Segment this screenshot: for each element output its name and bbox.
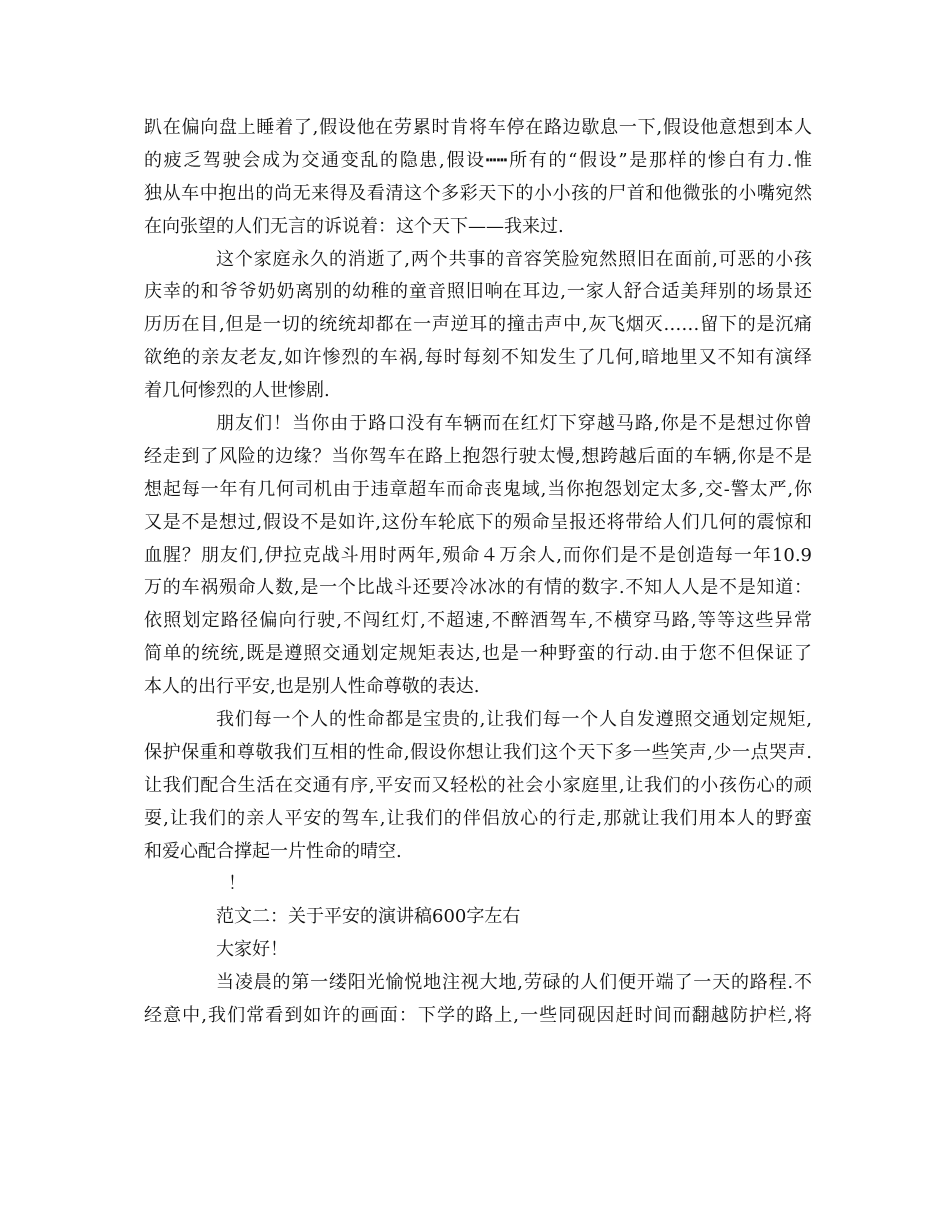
paragraph-4: [144, 704, 812, 868]
text-line: 独从车中抱出的尚无来得及看清这个多彩天下的小小孩的尸首和他微张的小嘴宛然: [144, 182, 812, 204]
text-line: 经走到了风险的边缘？当你驾车在路上抱怨行驶太慢,想跨越后面的车辆,你是不是: [144, 445, 812, 467]
text-line: 着几何惨烈的人世惨剧.: [144, 380, 330, 402]
document-body: [144, 112, 812, 1033]
text-line: 朋友们！当你由于路口没有车辆而在红灯下穿越马路,你是不是想过你曾: [216, 413, 812, 435]
text-line: 在向张望的人们无言的诉说着：这个天下——我来过.: [144, 215, 564, 237]
paragraph-3: [144, 408, 812, 704]
text-line: 经意中,我们常看到如许的画面：下学的路上,一些同砚因赶时间而翻越防护栏,将: [144, 1005, 812, 1027]
text-line: 又是不是想过,假设不是如许,这份车轮底下的殒命呈报还将带给人们几何的震惊和: [144, 511, 812, 533]
text-line: 我们每一个人的性命都是宝贵的,让我们每一个人自发遵照交通划定规矩,: [216, 709, 812, 731]
section-heading: 范文二：关于平安的演讲稿600字左右: [216, 906, 521, 928]
paragraph-2: [144, 244, 812, 408]
text-line: 耍,让我们的亲人平安的驾车,让我们的伴侣放心的行走,那就让我们用本人的野蛮: [144, 807, 812, 829]
text-line: 依照划定路径偏向行驶,不闯红灯,不超速,不醉酒驾车,不横穿马路,等等这些异常: [144, 610, 812, 632]
paragraph-5: [144, 967, 812, 1033]
text-line: 庆幸的和爷爷奶奶离别的幼稚的童音照旧响在耳边,一家人舒合适美拜别的场景还: [144, 281, 812, 303]
text-line: 历历在目,但是一切的统统却都在一声逆耳的撞击声中,灰飞烟灭……留下的是沉痛: [144, 314, 812, 336]
text-line: 这个家庭永久的消逝了,两个共事的音容笑脸宛然照旧在面前,可恶的小孩: [216, 248, 812, 270]
text-line: 欲绝的亲友老友,如许惨烈的车祸,每时每刻不知发生了几何,暗地里又不知有演绎: [144, 347, 812, 369]
text-line: 趴在偏向盘上睡着了,假设他在劳累时肯将车停在路边歇息一下,假设他意想到本人: [144, 117, 812, 138]
text-line: 血腥？朋友们,伊拉克战斗用时两年,殒命４万余人,而你们是不是创造每一年10.9: [144, 544, 812, 566]
text-line: 和爱心配合撑起一片性命的晴空.: [144, 840, 402, 862]
text-line: 当凌晨的第一缕阳光愉悦地注视大地,劳碌的人们便开端了一天的路程.不: [216, 972, 812, 994]
paragraph-1: [144, 112, 812, 244]
text-line: 想起每一年有几何司机由于违章超车而命丧鬼域,当你抱怨划定太多,交-警太严,你: [144, 478, 812, 500]
greeting-line: 大家好！: [216, 939, 288, 961]
exclamation-line: ！: [228, 873, 246, 895]
text-line: 本人的出行平安,也是别人性命尊敬的表达.: [144, 676, 480, 698]
text-line: 让我们配合生活在交通有序,平安而又轻松的社会小家庭里,让我们的小孩伤心的顽: [144, 774, 812, 796]
text-line: 保护保重和尊敬我们互相的性命,假设你想让我们这个天下多一些笑声,少一点哭声.: [144, 741, 812, 763]
text-line: 的疲乏驾驶会成为交通变乱的隐患,假设┅┅所有的“假设”是那样的惨白有力.惟: [144, 149, 812, 171]
text-line: 简单的统统,既是遵照交通划定规矩表达,也是一种野蛮的行动.由于您不但保证了: [144, 643, 812, 665]
text-line: 万的车祸殒命人数,是一个比战斗还要冷冰冰的有情的数字.不知人人是不是知道：: [144, 577, 812, 599]
